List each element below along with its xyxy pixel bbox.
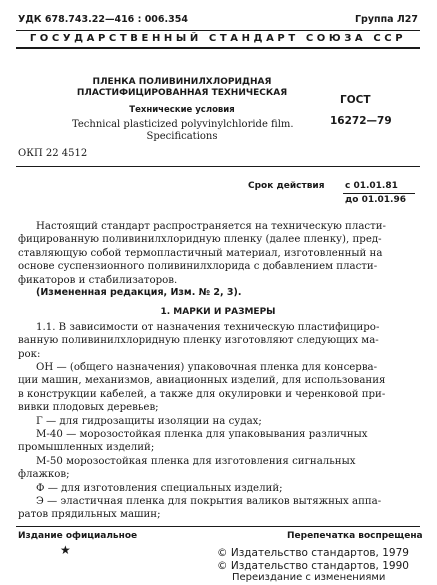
grade-e-line: ратов прядильных машин; (18, 509, 161, 521)
section-line: ванную поливинилхлоридную пленку изготовляют следующих ма- (18, 335, 379, 347)
standard-line: ГОСУДАРСТВЕННЫЙ СТАНДАРТ СОЮЗА ССР (29, 33, 407, 44)
grade-on-line: ции машин, механизмов, авиационных изделий, для использования (18, 375, 386, 387)
group-code: Группа Л27 (355, 14, 419, 25)
copyright-1990: © Издательство стандартов, 1990 (217, 560, 409, 572)
intro-line: Настоящий стандарт распространяется на техническую пласти- (36, 221, 386, 232)
validity-divider (343, 193, 415, 194)
reissue-note: Переиздание с изменениями (232, 572, 386, 583)
footer-rule (16, 526, 420, 527)
title-english-1: Technical plasticized polyvinylchloride film. (72, 119, 294, 130)
gost-number: 16272—79 (330, 115, 392, 127)
intro-line: основе суспензионного поливинилхлорида с добавлением пласти- (18, 261, 378, 273)
validity-to: до 01.01.96 (345, 195, 406, 205)
gost-label: ГОСТ (340, 94, 371, 106)
validity-from: с 01.01.81 (345, 181, 398, 191)
intro-line: фикаторов и стабилизаторов. (18, 274, 178, 286)
title-subtitle: Технические условия (129, 105, 235, 115)
copyright-1979: © Издательство стандартов, 1979 (217, 547, 409, 559)
title-english-2: Specifications (146, 131, 218, 142)
grade-m40-line: М-40 — морозостойкая пленка для упаковывания различных (36, 429, 368, 441)
okp-code: ОКП 22 4512 (18, 148, 88, 159)
grade-on-line: в конструкции кабелей, а также для окулировки и черенковой при- (18, 388, 386, 400)
title-line-1: ПЛЕНКА ПОЛИВИНИЛХЛОРИДНАЯ (92, 77, 272, 87)
validity-label: Срок действия (248, 181, 325, 191)
intro-line: фицированную поливинилхлоридную пленку (далее пленку), пред- (18, 234, 382, 246)
grade-on-line: вивки плодовых деревьев; (18, 402, 159, 414)
header-bottom-rule (16, 47, 420, 49)
grade-m40-line: промышленных изделий; (18, 442, 155, 454)
grade-e-line: Э — эластичная пленка для покрытия валиков вытяжных аппа- (36, 496, 382, 508)
grade-m50-line: М-50 морозостойкая пленка для изготовления сигнальных (36, 455, 356, 467)
grade-g-line: Г — для гидрозащиты изоляции на судах; (36, 415, 262, 427)
udc-code: УДК 678.743.22—416 : 006.354 (18, 14, 188, 25)
reprint-prohibited: Перепечатка воспрещена (287, 531, 423, 541)
revision-note: (Измененная редакция, Изм. № 2, 3). (36, 287, 242, 298)
intro-paragraph (18, 220, 386, 287)
grades-list (18, 361, 385, 522)
section-1-paragraph (18, 321, 379, 361)
grade-f-line: Ф — для изготовления специальных изделий; (36, 482, 283, 494)
section-line: рок: (18, 348, 41, 360)
star-icon: ★ (60, 543, 71, 557)
section-1-heading: 1. МАРКИ И РАЗМЕРЫ (160, 307, 276, 317)
title-line-2: ПЛАСТИФИЦИРОВАННАЯ ТЕХНИЧЕСКАЯ (76, 88, 288, 98)
section-line: 1.1. В зависимости от назначения техническую пластифициро- (36, 322, 380, 333)
official-edition: Издание официальное (18, 531, 138, 541)
grade-on-line: ОН — (общего назначения) упаковочная пленка для консерва- (36, 362, 378, 373)
grade-m50-line: флажков; (18, 469, 70, 481)
header-top-rule (16, 30, 420, 31)
intro-line: ставляющую собой термопластичный материал, изготовленный на (18, 247, 383, 259)
title-block-rule (16, 166, 420, 167)
